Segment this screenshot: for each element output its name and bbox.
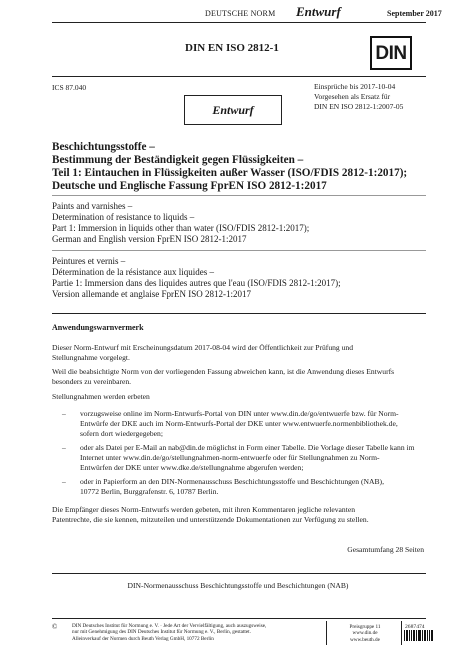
din-logo xyxy=(370,36,412,70)
barcode-icon xyxy=(404,630,434,641)
title-divider xyxy=(52,250,426,251)
list-item-line: Internet unter www.din.de/go/stellungnahmen-norm-entwuerfe oder für Stellungnahmen zu Norm- xyxy=(80,453,380,462)
draft-label: Entwurf xyxy=(212,102,254,117)
publisher-label: DEUTSCHE NORM xyxy=(205,9,276,18)
title-french xyxy=(52,256,432,300)
title-english-line: Determination of resistance to liquids – xyxy=(52,212,195,222)
list-item-line: vorzugsweise online im Norm-Entwurfs-Portal von DIN unter www.din.de/go/entwuerfe bzw. für Norm- xyxy=(80,409,399,418)
copyright-icon: © xyxy=(52,623,58,631)
notice-line: Dieser Norm-Entwurf mit Erscheinungsdatum 2017-08-04 wird der Öffentlichkeit zur Prüfung und xyxy=(52,343,354,352)
title-french-line: Détermination de la résistance aux liquides – xyxy=(52,267,214,277)
committee-rule xyxy=(52,573,426,574)
ics-code: ICS 87.040 xyxy=(52,83,87,92)
title-french-line: Partie 1: Immersion dans des liquides autres que l'eau (ISO/FDIS 2812-1:2017); xyxy=(52,278,341,288)
list-item-line: 10772 Berlin, Burggrafenstr. 6, 10787 Berlin. xyxy=(80,487,219,496)
list-bullet: – xyxy=(62,443,66,452)
footer-divider xyxy=(401,621,402,645)
docnum-rule xyxy=(52,76,426,77)
title-french-line: Peintures et vernis – xyxy=(52,256,126,266)
draft-box xyxy=(184,95,282,125)
list-item xyxy=(80,443,425,473)
title-english-line: German and English version FprEN ISO 2812-1:2017 xyxy=(52,234,247,244)
notice-paragraph xyxy=(52,343,422,363)
din-logo-text: DIN xyxy=(375,42,407,64)
title-german xyxy=(52,141,432,193)
title-english xyxy=(52,201,432,245)
notice-line: besonders zu vereinbaren. xyxy=(52,377,132,386)
objection-info xyxy=(314,82,403,112)
objection-line: Einsprüche bis 2017-10-04 xyxy=(314,82,396,91)
notice-line: Die Empfänger dieses Norm-Entwurfs werden gebeten, mit ihren Kommentaren jegliche relevanten xyxy=(52,505,356,514)
footer-rule xyxy=(52,618,426,619)
list-item-line: Entwürfen der DKE unter www.dke.de/stellungnahme abgerufen werden; xyxy=(80,463,304,472)
title-german-line: Beschichtungsstoffe – xyxy=(52,141,155,153)
notice-rule xyxy=(52,313,426,314)
copyright-line: DIN Deutsches Institut für Normung e. V. · Jede Art der Vervielfältigung, auch auszugsweise, xyxy=(72,623,267,629)
price-group xyxy=(330,624,400,643)
copyright-notice xyxy=(72,623,322,642)
notice-paragraph xyxy=(52,505,422,525)
committee-name: DIN-Normenausschuss Beschichtungsstoffe und Beschichtungen (NAB) xyxy=(127,581,349,590)
list-item xyxy=(80,477,425,497)
publication-date: September 2017 xyxy=(387,9,442,18)
notice-line: Stellungnahme vorgelegt. xyxy=(52,353,130,362)
copyright-line: Alleinverkauf der Normen durch Beuth Verlag GmbH, 10772 Berlin xyxy=(72,635,214,642)
list-item-line: oder in Papierform an den DIN-Normenausschuss Beschichtungsstoffe und Beschichtungen (NAB), xyxy=(80,477,384,486)
title-german-line: Deutsche und Englische Fassung FprEN ISO 2812-1:2017 xyxy=(52,180,327,192)
order-number: 2687474 xyxy=(405,624,425,630)
list-item xyxy=(80,409,425,439)
list-bullet: – xyxy=(62,477,66,486)
list-item-line: Entwürfe der DKE auch im Norm-Entwurfs-Portal der DKE unter www.entwuerfe.normenbibliothek.de, xyxy=(80,419,398,428)
header-status: Entwurf xyxy=(296,4,341,19)
objection-line: DIN EN ISO 2812-1:2007-05 xyxy=(314,102,404,111)
price-link[interactable]: www.din.de xyxy=(352,630,378,637)
notice-line: Patentrechte, die sie kennen, mitzuteilen und unterstützende Dokumentationen zur Verfügung zu stellen. xyxy=(52,515,369,524)
footer-divider xyxy=(326,621,327,645)
total-pages: Gesamtumfang 28 Seiten xyxy=(347,545,424,554)
title-german-line: Bestimmung der Beständigkeit gegen Flüssigkeiten – xyxy=(52,154,304,166)
list-item-line: sofern dort wiedergegeben; xyxy=(80,429,163,438)
title-divider xyxy=(52,195,426,196)
title-german-line: Teil 1: Eintauchen in Flüssigkeiten außer Wasser (ISO/FDIS 2812-1:2017); xyxy=(52,167,408,179)
list-item-line: oder als Datei per E-Mail an nab@din.de möglichst in Form einer Tabelle. Die Vorlage dieser Tabelle kann im xyxy=(80,443,415,452)
list-bullet: – xyxy=(62,409,66,418)
notice-paragraph xyxy=(52,367,422,387)
title-english-line: Part 1: Immersion in liquids other than water (ISO/FDIS 2812-1:2017); xyxy=(52,223,310,233)
header-rule xyxy=(52,22,426,23)
notice-paragraph: Stellungnahmen werden erbeten xyxy=(52,392,150,401)
title-english-line: Paints and varnishes – xyxy=(52,201,133,211)
title-french-line: Version allemande et anglaise FprEN ISO 2812-1:2017 xyxy=(52,289,251,299)
copyright-line: nur mit Genehmigung des DIN Deutsches Institut für Normung e. V., Berlin, gestattet. xyxy=(72,629,251,636)
price-link[interactable]: www.beuth.de xyxy=(350,636,380,643)
objection-line: Vorgesehen als Ersatz für xyxy=(314,92,391,101)
notice-heading: Anwendungswarnvermerk xyxy=(52,323,144,332)
price-line: Preisgruppe 11 xyxy=(349,624,381,630)
document-number: DIN EN ISO 2812-1 xyxy=(185,42,279,54)
notice-line: Weil die beabsichtigte Norm von der vorliegenden Fassung abweichen kann, ist die Anwendung dieses Entwurfs xyxy=(52,367,395,376)
